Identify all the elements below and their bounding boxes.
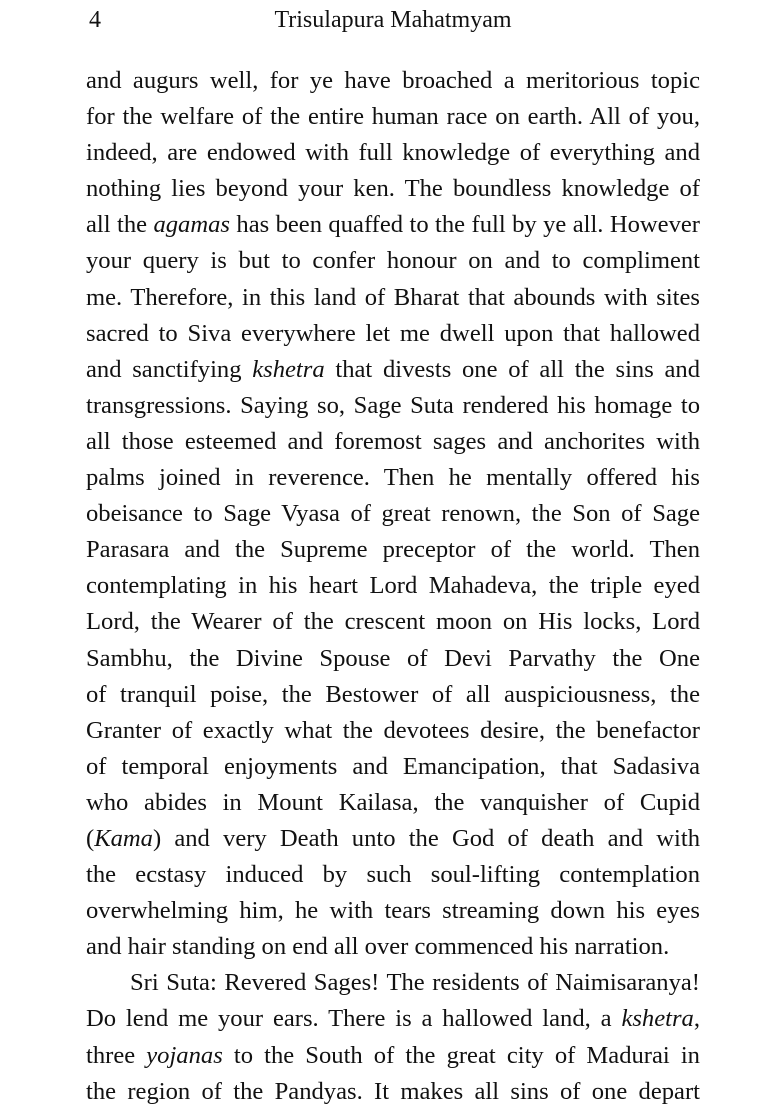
text-line: indeed, are endowed with full knowledge of everything and [86,139,700,167]
text-line: the ecstasy induced by such soul-lifting contemplation [86,861,700,889]
text-line: Sambhu, the Divine Spouse of Devi Parvathy the One [86,644,700,672]
italic-term: kshetra [252,355,325,383]
running-title: Trisulapura Mahatmyam [274,7,512,33]
text-line: all the agamas has been quaffed to the full by ye all. However [86,211,700,239]
text-line: who abides in Mount Kailasa, the vanquisher of Cupid [86,788,700,816]
text-line: of temporal enjoyments and Emancipation, that Sadasiva [86,752,700,780]
text-line: sacred to Siva everywhere let me dwell upon that hallowed [86,319,700,347]
text-line: palms joined in reverence. Then he mentally offered his [86,464,700,492]
text-line: your query is but to confer honour on and to compliment [86,247,700,275]
text-line: for the welfare of the entire human race on earth. All of you, [86,103,700,131]
text-line: Granter of exactly what the devotees desire, the benefactor [86,716,700,744]
text-line: and augurs well, for ye have broached a meritorious topic [86,67,700,94]
running-header [86,2,700,38]
body-text [86,63,700,1110]
text-line: and hair standing on end all over commenced his narration. [86,933,670,961]
text-line: nothing lies beyond your ken. The boundless knowledge of [86,175,700,203]
text-line: obeisance to Sage Vyasa of great renown, the Son of Sage [86,500,700,528]
text-line: of tranquil poise, the Bestower of all auspiciousness, the [86,680,700,708]
text-line: three yojanas to the South of the great city of Madurai in [86,1041,700,1069]
text-line: overwhelming him, he with tears streaming down his eyes [86,897,700,925]
text-line: the region of the Pandyas. It makes all sins of one depart [86,1077,700,1105]
text-line: transgressions. Saying so, Sage Suta rendered his homage to [86,391,700,419]
text-line: me. Therefore, in this land of Bharat that abounds with sites [86,283,700,311]
text-line: (Kama) and very Death unto the God of death and with [86,824,700,852]
text-line: and sanctifying kshetra that divests one of all the sins and [86,355,700,383]
text-line: Do lend me your ears. There is a hallowed land, a kshetra, [86,1005,700,1033]
italic-term: yojanas [146,1041,223,1069]
italic-term: Kama [94,824,153,852]
italic-term: agamas [153,211,230,239]
text-line: contemplating in his heart Lord Mahadeva, the triple eyed [86,572,700,600]
text-line: all those esteemed and foremost sages and anchorites with [86,427,700,455]
page-number: 4 [89,7,101,33]
text-line: Parasara and the Supreme preceptor of the world. Then [86,536,700,564]
italic-term: kshetra [621,1005,694,1033]
text-line: Sri Suta: Revered Sages! The residents of Naimisaranya! [130,969,700,997]
text-line: Lord, the Wearer of the crescent moon on His locks, Lord [86,608,700,636]
